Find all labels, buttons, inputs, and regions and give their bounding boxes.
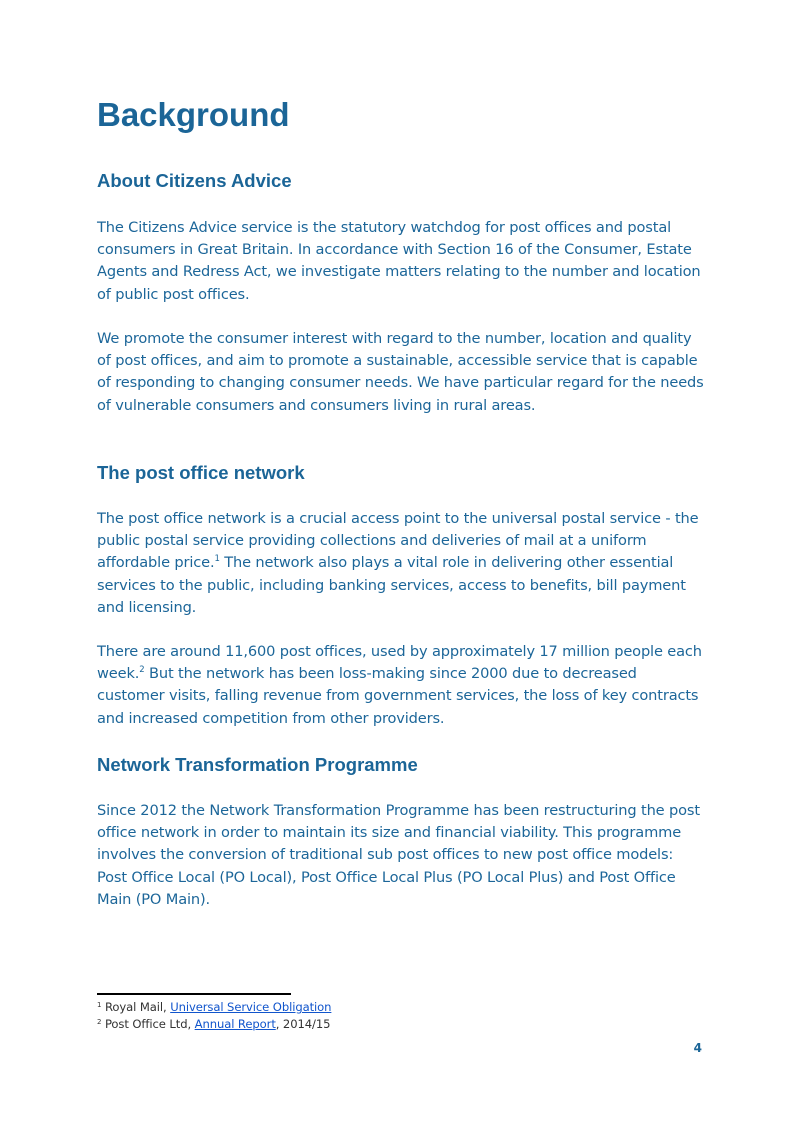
footnote-ref-2[interactable]: 2 <box>139 665 145 676</box>
section-heading-network-transformation: Network Transformation Programme <box>97 754 418 775</box>
section-heading-about-citizens-advice: About Citizens Advice <box>97 170 292 191</box>
paragraph-network-1-text-b: The network also plays a vital role in delivering other essential services to the public, including banking services, access to benefits, bill payment and licensing. <box>97 554 686 616</box>
footnote-1 <box>97 999 331 1016</box>
footnote-1-link[interactable]: Universal Service Obligation <box>170 1000 332 1014</box>
paragraph-network-2 <box>97 641 705 730</box>
paragraph-network-1-text-a: The post office network is a crucial access point to the universal postal service - the public postal service providing collections and deliveries of mail at a uniform affordable price. <box>97 510 699 572</box>
page-title: Background <box>97 96 290 133</box>
paragraph-about-2: We promote the consumer interest with regard to the number, location and quality of post offices, and aim to promote a sustainable, accessible service that is capable of responding to changing consumer needs. We have particular regard for the needs of vulnerable consumers and consumers living in rural areas. <box>97 330 704 414</box>
paragraph-network-2-text-a: There are around 11,600 post offices, used by approximately 17 million people each week. <box>97 643 702 683</box>
footnote-2-link[interactable]: Annual Report <box>194 1017 276 1031</box>
section-heading-post-office-network: The post office network <box>97 462 305 483</box>
page-number: 4 <box>693 1041 702 1055</box>
footnote-ref-1[interactable]: 1 <box>214 554 220 565</box>
footnotes <box>97 999 331 1033</box>
footnote-2-source: Post Office Ltd, <box>104 1017 195 1031</box>
footnote-2-number: 2 <box>97 1018 102 1026</box>
footnote-1-source: Royal Mail, <box>104 1000 171 1014</box>
paragraph-transformation-1: Since 2012 the Network Transformation Programme has been restructuring the post office network in order to maintain its size and financial viability. This programme involves the conversion of traditional sub post offices to new post office models: Post Office Local (PO Local), Post Office Local Plus (PO Local Plus) and Post Office Main (PO Main). <box>97 802 700 908</box>
footnote-2 <box>97 1016 331 1033</box>
footnote-2-suffix: , 2014/15 <box>275 1017 331 1031</box>
paragraph-about-1: The Citizens Advice service is the statutory watchdog for post offices and postal consumers in Great Britain. In accordance with Section 16 of the Consumer, Estate Agents and Redress Act, we investigate matters relating to the number and location of public post offices. <box>97 219 701 303</box>
footnote-1-number: 1 <box>97 1001 102 1009</box>
paragraph-network-1 <box>97 508 705 619</box>
footnote-divider <box>97 993 291 995</box>
paragraph-network-2-text-b: But the network has been loss-making since 2000 due to decreased customer visits, falling revenue from government services, the loss of key contracts and increased competition from other providers. <box>97 665 699 727</box>
